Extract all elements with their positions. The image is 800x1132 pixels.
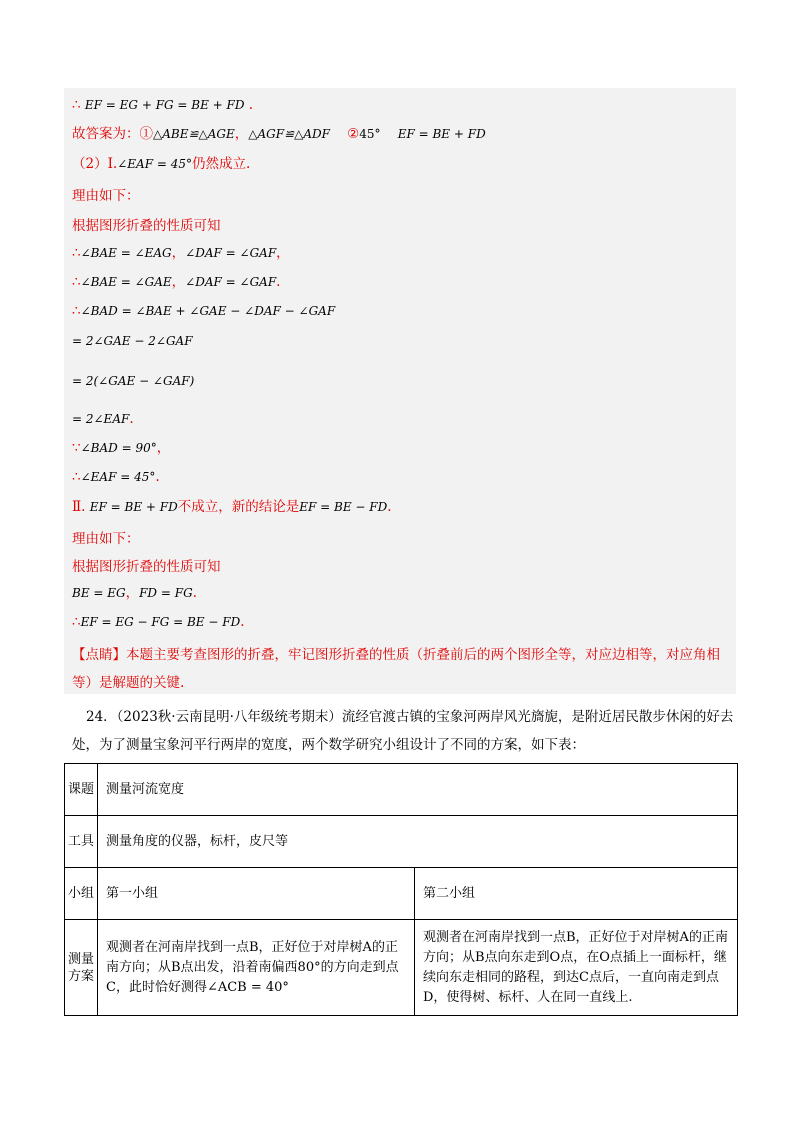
tools-cell: 测量角度的仪器，标杆，皮尺等 xyxy=(98,816,738,868)
table-row xyxy=(65,868,738,920)
topic-cell: 测量河流宽度 xyxy=(98,764,738,816)
solution-line-6: ∴∠BAE = ∠EAG，∠DAF = ∠GAF， xyxy=(72,245,290,261)
solution-line-11: = 2∠EAF. xyxy=(72,411,134,427)
table-row xyxy=(65,764,738,816)
fold-property-1: 根据图形折叠的性质可知 xyxy=(72,218,221,234)
solution-line-7: ∴∠BAE = ∠GAE，∠DAF = ∠GAF. xyxy=(72,274,281,290)
solution-line-8: ∴∠BAD = ∠BAE + ∠GAE − ∠DAF − ∠GAF xyxy=(72,303,336,319)
solution-line-18: ∴EF = EG − FG = BE − FD. xyxy=(72,614,245,630)
group-1-plan: 观测者在河南岸找到一点B，正好位于对岸树A的正南方向；从B点出发，沿着南偏西80°的方向走到点C，此时恰好测得∠ACB = 40° xyxy=(98,920,415,1016)
question-text: 24．（2023秋·云南昆明·八年级统考期末）流经官渡古镇的宝象河两岸风光旖旎，是附近居民散步休闲的好去处，为了测量宝象河平行两岸的宽度，两个数学研究小组设计了不同的方案，如下表： xyxy=(72,709,734,753)
group-2-header: 第二小组 xyxy=(415,868,738,920)
solution-line-9: = 2∠GAE − 2∠GAF xyxy=(72,334,193,348)
answer-line: 故答案为：①△ABE≌△AGE，△AGF≌△ADF ②45° EF = BE + FD xyxy=(72,126,486,142)
row-head-topic: 课题 xyxy=(65,764,98,816)
table-row xyxy=(65,920,738,1016)
solution-line-13: ∴∠EAF = 45°. xyxy=(72,469,160,485)
group-2-plan: 观测者在河南岸找到一点B，正好位于对岸树A的正南方向；从B点向东走到O点，在O点插上一面标杆，继续向东走相同的路程，到达C点后，一直向南走到点D，使得树、标杆、人在同一直线上. xyxy=(415,920,738,1016)
fold-property-2: 根据图形折叠的性质可知 xyxy=(72,559,221,575)
solution-line-10: = 2(∠GAE − ∠GAF) xyxy=(72,374,195,388)
solution-line-1: ∴ EF = EG + FG = BE + FD . xyxy=(72,97,254,113)
solution-block xyxy=(64,88,736,694)
row-head-group: 小组 xyxy=(65,868,98,920)
comment-paragraph: 【点睛】本题主要考查图形的折叠，牢记图形折叠的性质（折叠前后的两个图形全等，对应边相等，对应角相等）是解题的关键. xyxy=(72,647,720,691)
group-1-header: 第一小组 xyxy=(98,868,415,920)
solution-line-17: BE = EG，FD = FG. xyxy=(72,585,197,601)
solution-line-14: Ⅱ. EF = BE + FD不成立，新的结论是EF = BE − FD. xyxy=(72,499,392,515)
reason-heading-2: 理由如下： xyxy=(72,531,140,547)
row-head-plan: 测量方案 xyxy=(65,920,98,1016)
row-head-tools: 工具 xyxy=(65,816,98,868)
solution-line-3: （2）Ⅰ.∠EAF = 45°仍然成立. xyxy=(72,156,251,172)
solution-line-12: ∵∠BAD = 90°， xyxy=(72,440,171,456)
reason-heading-1: 理由如下： xyxy=(72,188,140,204)
table-row xyxy=(65,816,738,868)
plan-table xyxy=(64,763,738,1016)
